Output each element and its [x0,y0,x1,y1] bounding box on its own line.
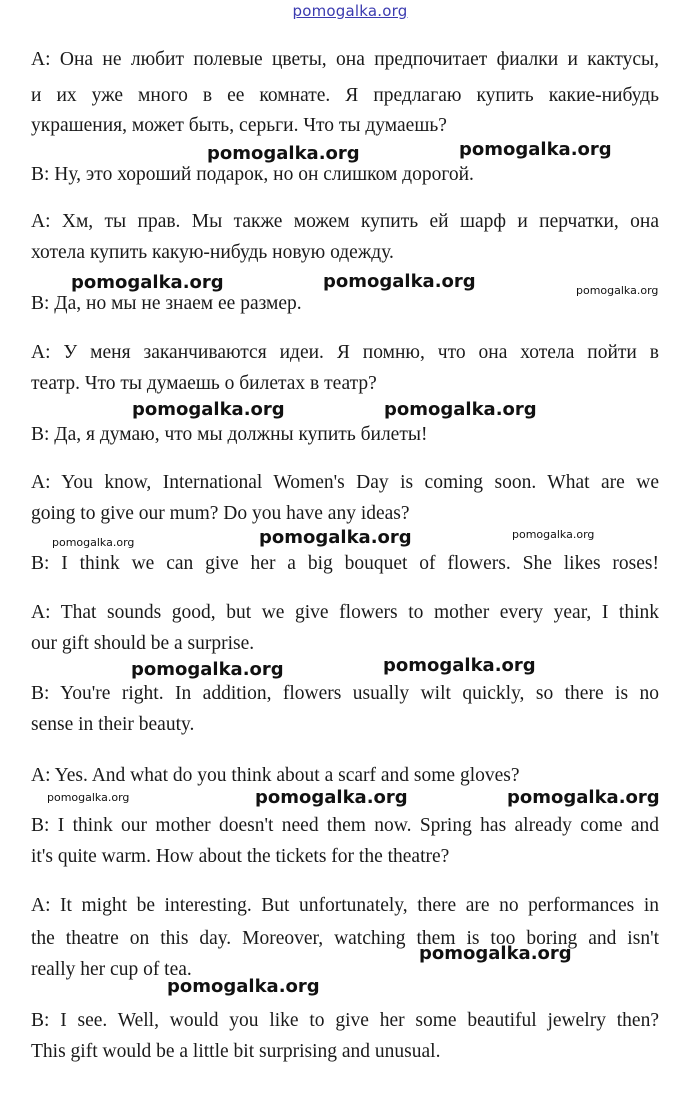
text-line: going to give our mum? Do you have any ideas? [31,503,410,524]
text-line: и их уже много в ее комнате. Я предлагаю купить какие-нибудь [31,85,659,106]
watermark: pomogalka.org [207,143,360,164]
text-line: В: Да, я думаю, что мы должны купить билеты! [31,424,428,445]
text-line: B: You're right. In addition, flowers usually wilt quickly, so there is no [31,683,659,704]
watermark: pomogalka.org [323,271,476,292]
text-line: А: У меня заканчиваются идеи. Я помню, что она хотела пойти в [31,342,659,363]
text-line: украшения, может быть, серьги. Что ты думаешь? [31,115,447,136]
text-line: А: Она не любит полевые цветы, она предпочитает фиалки и кактусы, [31,49,659,70]
watermark: pomogalka.org [512,528,595,541]
text-line: B: I think our mother doesn't need them now. Spring has already come and [31,815,659,836]
site-header-link[interactable]: pomogalka.org [292,2,408,20]
watermark: pomogalka.org [383,655,536,676]
watermark: pomogalka.org [507,787,660,808]
text-line: театр. Что ты думаешь о билетах в театр? [31,373,377,394]
text-line: the theatre on this day. Moreover, watching them is too boring and isn't [31,928,659,949]
text-line: A: You know, International Women's Day is coming soon. What are we [31,472,659,493]
text-line: A: It might be interesting. But unfortunately, there are no performances in [31,895,659,916]
watermark: pomogalka.org [576,284,659,297]
text-line: sense in their beauty. [31,714,195,735]
watermark: pomogalka.org [167,976,320,997]
watermark: pomogalka.org [47,791,130,804]
watermark: pomogalka.org [255,787,408,808]
watermark: pomogalka.org [52,536,135,549]
watermark: pomogalka.org [131,659,284,680]
text-line: really her cup of tea. [31,959,192,980]
watermark: pomogalka.org [419,943,572,964]
watermark: pomogalka.org [384,399,537,420]
text-line: A: Yes. And what do you think about a scarf and some gloves? [31,765,520,786]
text-line: This gift would be a little bit surprising and unusual. [31,1041,441,1062]
text-line: А: Хм, ты прав. Мы также можем купить ей шарф и перчатки, она [31,211,659,232]
text-line: В: Да, но мы не знаем ее размер. [31,293,302,314]
text-line: A: That sounds good, but we give flowers to mother every year, I think [31,602,659,623]
text-line: В: Ну, это хороший подарок, но он слишком дорогой. [31,164,474,185]
watermark: pomogalka.org [71,272,224,293]
text-line: our gift should be a surprise. [31,633,255,654]
text-line: it's quite warm. How about the tickets for the theatre? [31,846,450,867]
watermark: pomogalka.org [132,399,285,420]
text-line: хотела купить какую-нибудь новую одежду. [31,242,394,263]
watermark: pomogalka.org [459,139,612,160]
watermark: pomogalka.org [259,527,412,548]
text-line: B: I see. Well, would you like to give her some beautiful jewelry then? [31,1010,659,1031]
text-line: B: I think we can give her a big bouquet of flowers. She likes roses! [31,553,659,574]
